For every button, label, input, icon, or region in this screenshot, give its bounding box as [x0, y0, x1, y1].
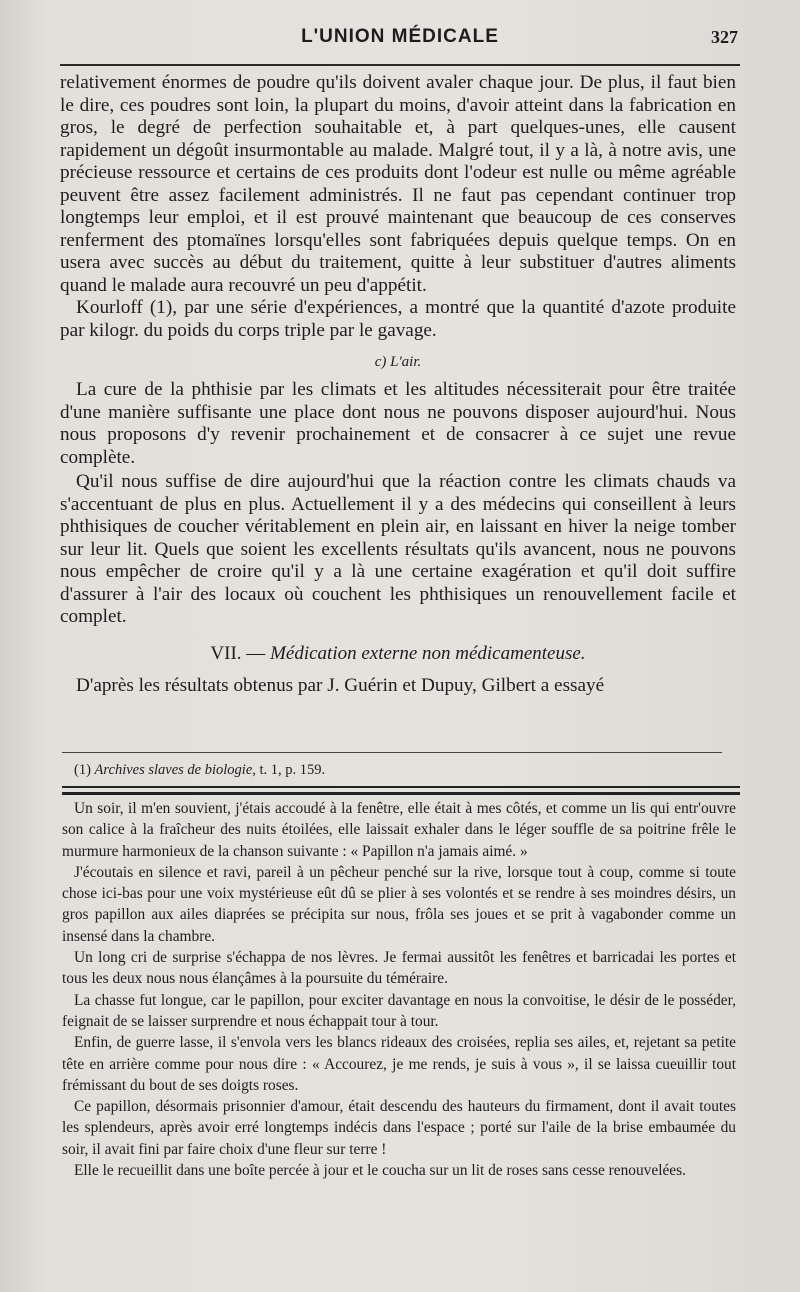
- footnote-rule: [62, 752, 722, 753]
- feuilleton-rule-bottom: [62, 792, 740, 795]
- paragraph-1: relativement énormes de poudre qu'ils doivent avaler chaque jour. De plus, il faut bien le dire, ces poudres sont loin, la plupart du moins, d'avoir atteint dans la fabrication en gros, le degré de perfection souhaitable et, à part quelques-unes, elle causent rapidement un dégoût insurmontable au malade. Malgré tout, il y a là, à notre avis, une précieuse ressource et certains de ces produits dont l'odeur est nulle ou même agréable peuvent être assez facilement administrés. Il ne faut pas cependant continuer trop longtemps leur emploi, et il est prouvé maintenant que beaucoup de ces conserves renferment des ptomaïnes lorsqu'elles sont fabriquées depuis quelque temps. On en usera avec succès au début du traitement, quitte à leur substituer d'autres aliments quand le malade aura recouvré un peu d'appétit.: [60, 72, 736, 296]
- footnote-source: Archives slaves de biologie,: [94, 762, 256, 778]
- footnote: [74, 760, 740, 780]
- paragraph-5: D'après les résultats obtenus par J. Guérin et Dupuy, Gilbert a essayé: [76, 675, 605, 696]
- section-heading: [60, 643, 736, 666]
- feuilleton-paragraph: La chasse fut longue, car le papillon, pour exciter davantage en nous la convoitise, le désir de le posséder, feignait de se laisser surprendre et nous échappait tour à tour.: [62, 991, 736, 1030]
- feuilleton-paragraph: Un soir, il m'en souvient, j'étais accoudé à la fenêtre, elle était à mes côtés, et comme un lis qui entr'ouvre son calice à la fraîcheur des nuits étoilées, elle laissait exhaler dans le léger souffle de sa poitrine frêle le murmure harmonieux de la chanson suivante : « Papillon n'a jamais aimé. »: [62, 800, 736, 860]
- main-text: [60, 72, 736, 698]
- feuilleton-paragraph: Elle le recueillit dans une boîte percée à jour et le coucha sur un lit de roses sans cesse renouvelées.: [74, 1162, 686, 1180]
- section-title: Médication externe non médicamenteuse.: [270, 642, 586, 664]
- paragraph-4: Qu'il nous suffise de dire aujourd'hui que la réaction contre les climats chauds va s'accentuant de plus en plus. Actuellement il y a des médecins qui conseillent à leurs phthisiques de coucher véritablement en plein air, en laissant en hiver la neige tomber sur leur lit. Quels que soient les excellents résultats qu'ils avancent, nous ne pouvons nous empêcher de croire qu'il y a là une certaine exagération et qu'il doit suffire d'assurer à l'air des locaux où couchent les phthisiques un renouvellement facile et complet.: [60, 471, 736, 627]
- feuilleton-text: [62, 798, 736, 1181]
- paragraph-2: Kourloff (1), par une série d'expériences, a montré que la quantité d'azote produite par kilogr. du poids du corps triple par le gavage.: [60, 297, 736, 341]
- feuilleton-rule-top: [62, 786, 740, 788]
- running-header: [62, 26, 738, 56]
- header-rule: [60, 64, 740, 66]
- feuilleton-paragraph: Ce papillon, désormais prisonnier d'amour, était descendu des hauteurs du firmament, dont il avait toutes les splendeurs, après avoir erré longtemps indécis dans l'espace ; porté sur l'aile de la brise embaumée du soir, il avait fini par faire choix d'une fleur sur terre !: [62, 1098, 736, 1158]
- section-number: VII. —: [210, 642, 266, 664]
- feuilleton-paragraph: Un long cri de surprise s'échappa de nos lèvres. Je fermai aussitôt les fenêtres et barricadai les portes et tous les deux nous nous élançâmes à la poursuite du téméraire.: [62, 949, 736, 988]
- feuilleton-paragraph: J'écoutais en silence et ravi, pareil à un pêcheur penché sur la rive, lorsque tout à coup, comme si toute chose ici-bas pour une voix mystérieuse eût dû se plier à ses volontés et se rendre à ses moindres désirs, un gros papillon aux ailes diaprées se précipita sur nous, frôla ses joues et se prit à vagabonder comme un insensé dans la chambre.: [62, 863, 736, 945]
- journal-title: L'UNION MÉDICALE: [301, 26, 499, 47]
- feuilleton-paragraph: Enfin, de guerre lasse, il s'envola vers les blancs rideaux des croisées, replia ses ailes, et, rejetant sa petite tête en arrière comme pour nous dire : « Accourez, je me rends, je suis à vous », il se laissa cueuillir tout frémissant du bout de ses doigts roses.: [62, 1034, 736, 1094]
- footnote-ref: t. 1, p. 159.: [259, 762, 326, 778]
- page-number: 327: [711, 27, 738, 47]
- footnote-marker: (1): [74, 762, 91, 778]
- subsection-heading: c) L'air.: [374, 354, 422, 370]
- paragraph-3: La cure de la phthisie par les climats et les altitudes nécessiterait pour être traitée d'une manière suffisante une place dont nous ne pouvons disposer aujourd'hui. Nous nous proposons d'y revenir prochainement et de consacrer à ce sujet une revue complète.: [60, 379, 736, 468]
